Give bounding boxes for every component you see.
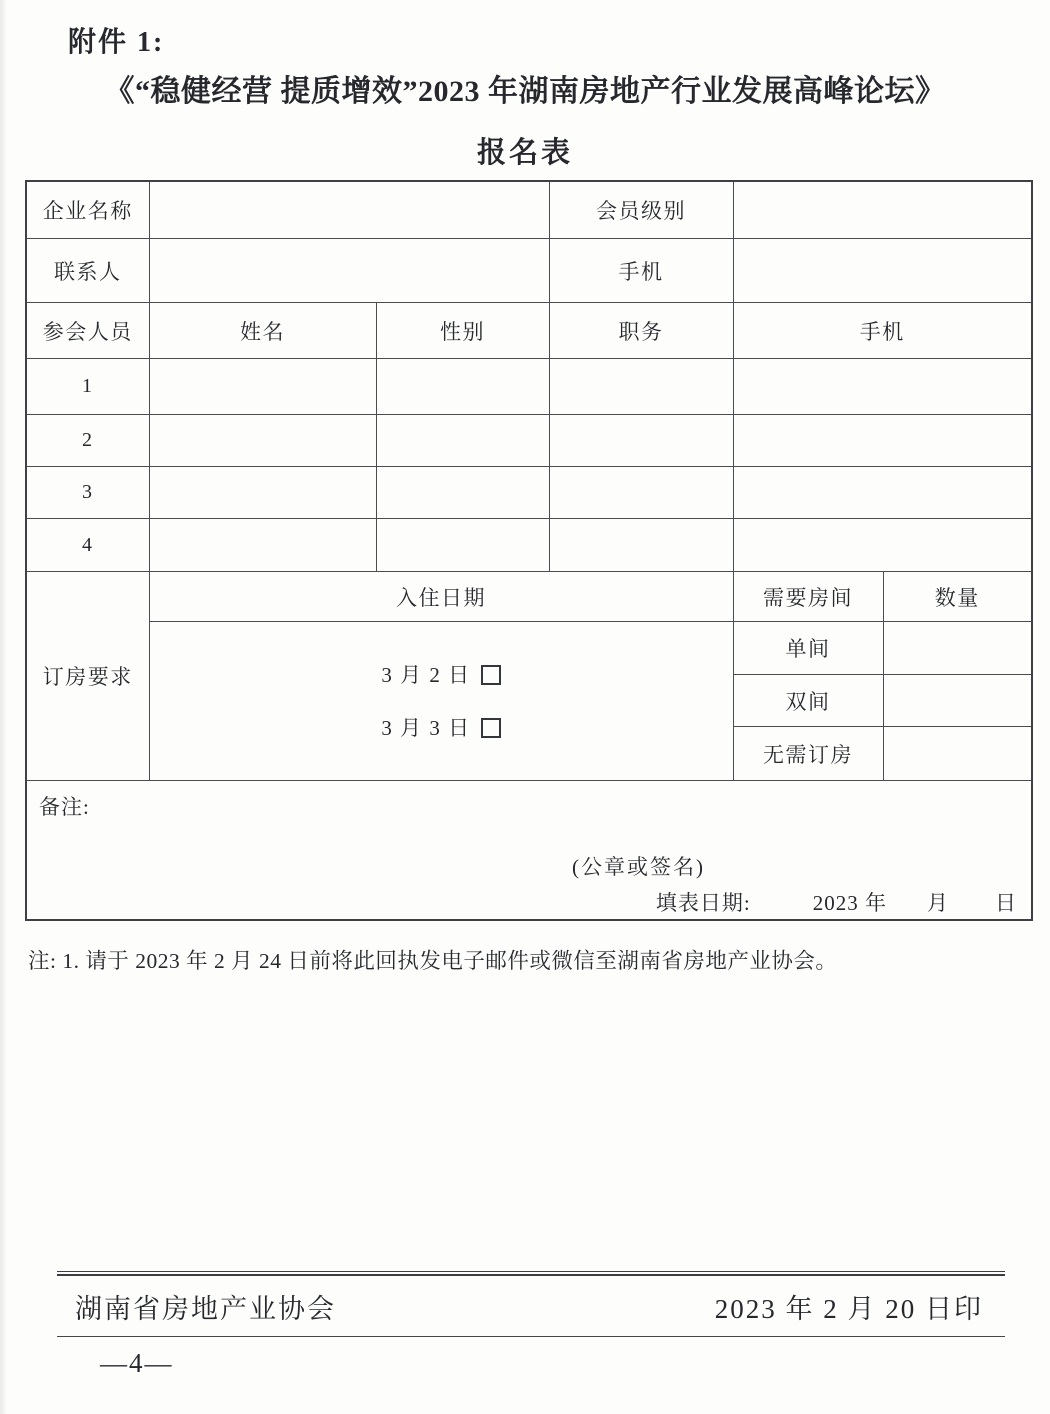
contact-mobile-label: 手机 (549, 239, 733, 303)
participants-header-row (26, 303, 1032, 359)
contact-person-field[interactable] (149, 239, 549, 303)
participant-name-field[interactable] (149, 415, 376, 467)
participant-gender-field[interactable] (376, 359, 549, 415)
position-column-header: 职务 (549, 303, 733, 359)
participant-mobile-field[interactable] (733, 415, 1032, 467)
participant-number: 2 (26, 415, 149, 467)
participant-name-field[interactable] (149, 359, 376, 415)
booking-header-row (26, 572, 1032, 622)
room-needed-header: 需要房间 (733, 572, 883, 622)
march-3-label: 3 月 3 日 (381, 715, 471, 740)
page-title: 《“稳健经营 提质增效”2023 年湖南房地产行业发展高峰论坛》 (104, 75, 946, 108)
attachment-label: 附件 1: (68, 27, 165, 58)
name-column-header: 姓名 (149, 303, 376, 359)
participant-row (26, 415, 1032, 467)
footer-print-date: 2023 年 2 月 20 日印 (714, 1294, 983, 1324)
participant-number: 3 (26, 467, 149, 519)
form-title: 报名表 (476, 137, 573, 169)
registration-table (25, 180, 1033, 921)
march-3-checkbox[interactable] (481, 718, 501, 738)
participant-name-field[interactable] (149, 467, 376, 519)
march-2-checkbox[interactable] (481, 665, 501, 685)
single-room-label: 单间 (733, 622, 883, 675)
participants-label: 参会人员 (26, 303, 149, 359)
checkin-date-option (381, 708, 500, 748)
participant-number: 1 (26, 359, 149, 415)
participant-gender-field[interactable] (376, 519, 549, 572)
remarks-row (26, 781, 1032, 921)
participant-mobile-field[interactable] (733, 359, 1032, 415)
participant-name-field[interactable] (149, 519, 376, 572)
scan-edge-shadow (0, 0, 7, 1414)
fill-date-label: 填表日期: (655, 891, 751, 915)
remarks-cell[interactable] (26, 781, 1032, 921)
participant-gender-field[interactable] (376, 467, 549, 519)
footer-rule-bottom (57, 1336, 1005, 1337)
mobile-column-header: 手机 (733, 303, 1032, 359)
table-row (26, 239, 1032, 303)
fill-date-line (656, 887, 1017, 917)
remarks-label: 备注: (39, 795, 90, 819)
footer (57, 1287, 1005, 1326)
gender-column-header: 性别 (376, 303, 549, 359)
participant-row (26, 519, 1032, 572)
participant-row (26, 359, 1032, 415)
checkin-date-header: 入住日期 (149, 572, 733, 622)
company-name-label: 企业名称 (26, 181, 149, 239)
participant-position-field[interactable] (549, 519, 733, 572)
booking-row (26, 622, 1032, 675)
participant-position-field[interactable] (549, 415, 733, 467)
footer-rule-top (57, 1271, 1005, 1276)
contact-mobile-field[interactable] (733, 239, 1032, 303)
participant-position-field[interactable] (549, 359, 733, 415)
booking-section-label: 订房要求 (26, 572, 149, 781)
double-room-qty-field[interactable] (883, 675, 1032, 727)
participant-gender-field[interactable] (376, 415, 549, 467)
quantity-header: 数量 (883, 572, 1032, 622)
no-room-qty-field[interactable] (883, 727, 1032, 781)
double-room-label: 双间 (733, 675, 883, 727)
footer-organization: 湖南省房地产业协会 (75, 1294, 336, 1324)
table-row (26, 181, 1032, 239)
contact-person-label: 联系人 (26, 239, 149, 303)
seal-or-signature-label: (公章或签名) (572, 855, 705, 879)
page-number: —4— (100, 1348, 174, 1378)
checkin-date-option (381, 655, 500, 695)
member-level-label: 会员级别 (549, 181, 733, 239)
single-room-qty-field[interactable] (883, 622, 1032, 675)
march-2-label: 3 月 2 日 (381, 662, 471, 687)
participant-mobile-field[interactable] (733, 467, 1032, 519)
company-name-field[interactable] (149, 181, 549, 239)
participant-position-field[interactable] (549, 467, 733, 519)
participant-number: 4 (26, 519, 149, 572)
participant-mobile-field[interactable] (733, 519, 1032, 572)
checkin-dates-cell (149, 622, 733, 781)
no-room-label: 无需订房 (733, 727, 883, 781)
fill-date-year: 2023 年 (812, 891, 887, 915)
fill-date-month: 月 (927, 891, 949, 915)
footnote: 注: 1. 请于 2023 年 2 月 24 日前将此回执发电子邮件或微信至湖南省房地产业协会。 (28, 949, 838, 973)
fill-date-day: 日 (995, 891, 1017, 915)
participant-row (26, 467, 1032, 519)
member-level-field[interactable] (733, 181, 1032, 239)
